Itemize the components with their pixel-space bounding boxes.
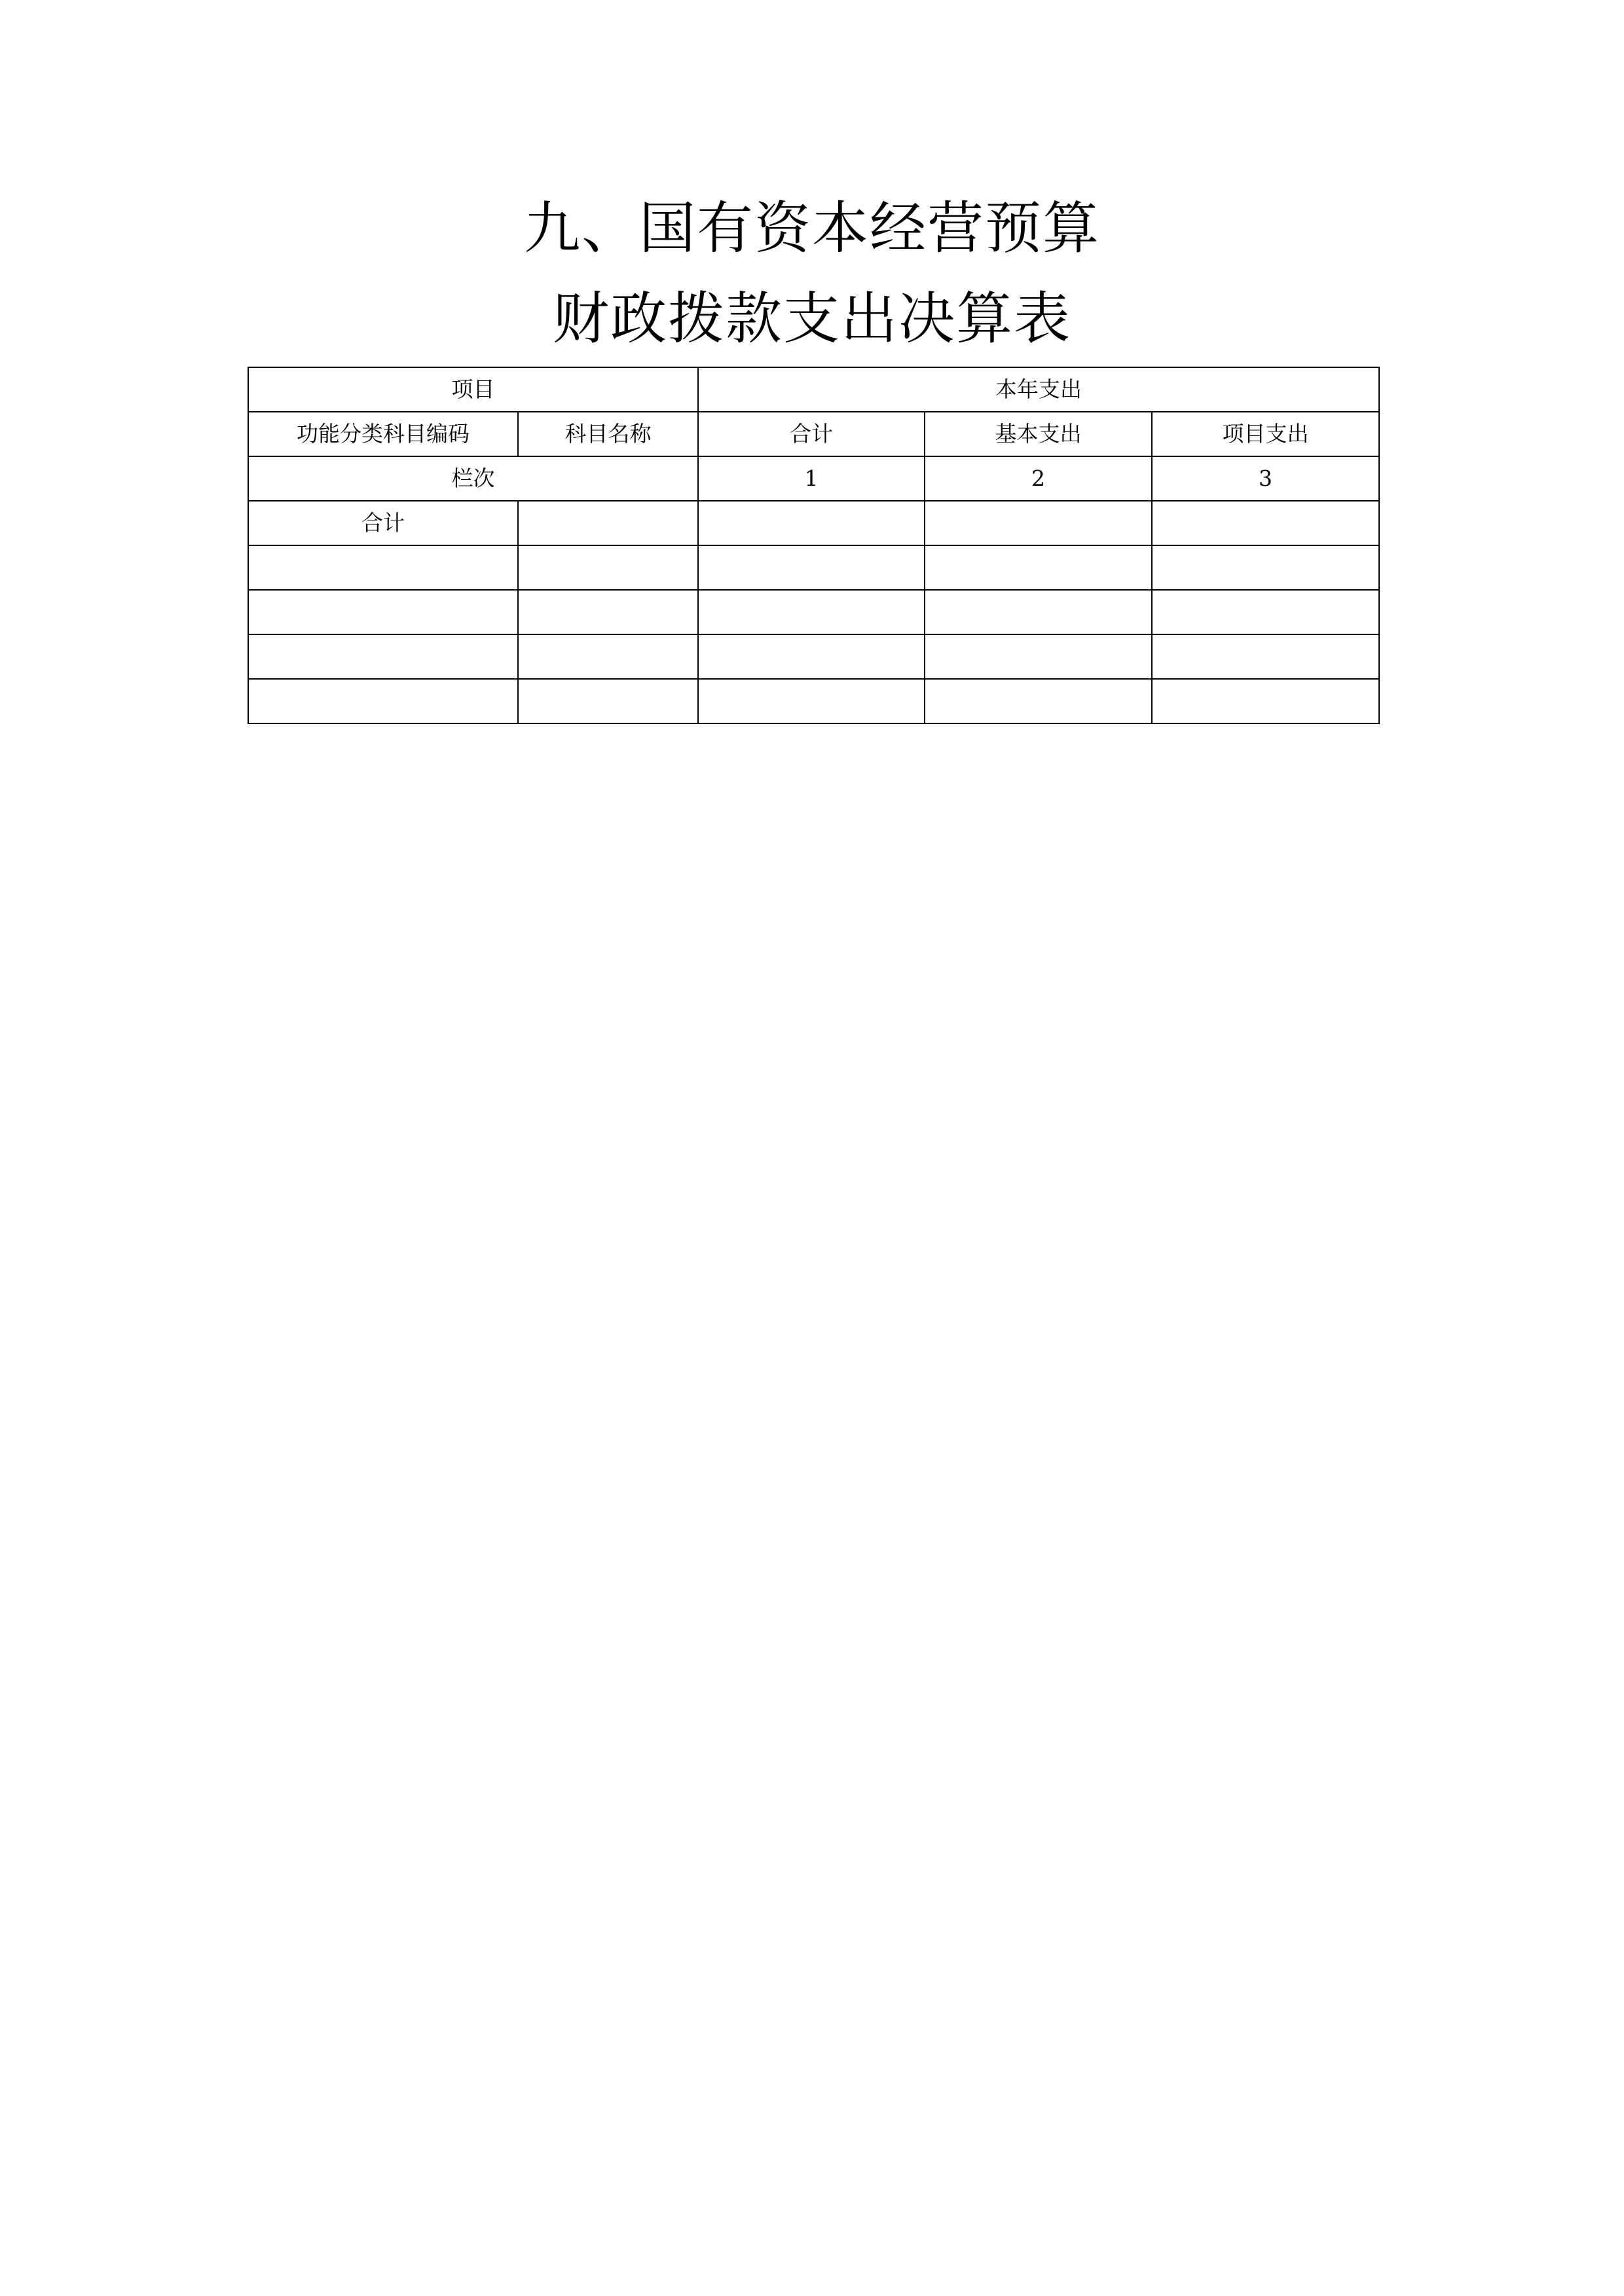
- budget-table: [248, 367, 1380, 724]
- column-number-1: 1: [698, 456, 925, 501]
- budget-table-container: [248, 367, 1378, 724]
- row-cell-function-code: [248, 545, 518, 590]
- row-cell-total: [698, 679, 925, 723]
- title-line-1: 九、国有资本经营预算: [524, 196, 1100, 261]
- row-cell-function-code: [248, 634, 518, 679]
- row-cell-function-code: [248, 679, 518, 723]
- row-cell-project: [1152, 634, 1379, 679]
- table-row: [248, 590, 1379, 634]
- row-cell-basic: [925, 590, 1152, 634]
- row-cell-function-code: [248, 590, 518, 634]
- total-row-cell-project: [1152, 501, 1379, 545]
- title-line-2: 财政拨款支出决算表: [553, 286, 1071, 352]
- total-row-label: 合计: [248, 501, 518, 545]
- column-number-label: 栏次: [248, 456, 698, 501]
- row-cell-total: [698, 634, 925, 679]
- column-header-function-code: 功能分类科目编码: [248, 412, 518, 456]
- row-cell-total: [698, 545, 925, 590]
- row-cell-subject-name: [518, 545, 698, 590]
- row-cell-basic: [925, 679, 1152, 723]
- row-cell-basic: [925, 545, 1152, 590]
- table-row: [248, 679, 1379, 723]
- table-row: [248, 545, 1379, 590]
- column-number-2: 2: [925, 456, 1152, 501]
- total-row-cell-total: [698, 501, 925, 545]
- table-column-number-row: [248, 456, 1379, 501]
- column-header-project-expenditure: 项目支出: [1152, 412, 1379, 456]
- column-header-total: 合计: [698, 412, 925, 456]
- total-row-cell-basic: [925, 501, 1152, 545]
- table-header-group-row: [248, 367, 1379, 412]
- table-row: [248, 634, 1379, 679]
- column-header-subject-name: 科目名称: [518, 412, 698, 456]
- column-number-3: 3: [1152, 456, 1379, 501]
- row-cell-project: [1152, 590, 1379, 634]
- table-total-row: [248, 501, 1379, 545]
- column-header-basic-expenditure: 基本支出: [925, 412, 1152, 456]
- row-cell-project: [1152, 545, 1379, 590]
- total-row-cell-subject: [518, 501, 698, 545]
- header-current-year-label: 本年支出: [698, 367, 1379, 412]
- row-cell-subject-name: [518, 634, 698, 679]
- page-title: [0, 183, 1624, 364]
- header-project-label: 项目: [248, 367, 698, 412]
- row-cell-project: [1152, 679, 1379, 723]
- row-cell-total: [698, 590, 925, 634]
- table-column-header-row: [248, 412, 1379, 456]
- row-cell-subject-name: [518, 590, 698, 634]
- row-cell-basic: [925, 634, 1152, 679]
- row-cell-subject-name: [518, 679, 698, 723]
